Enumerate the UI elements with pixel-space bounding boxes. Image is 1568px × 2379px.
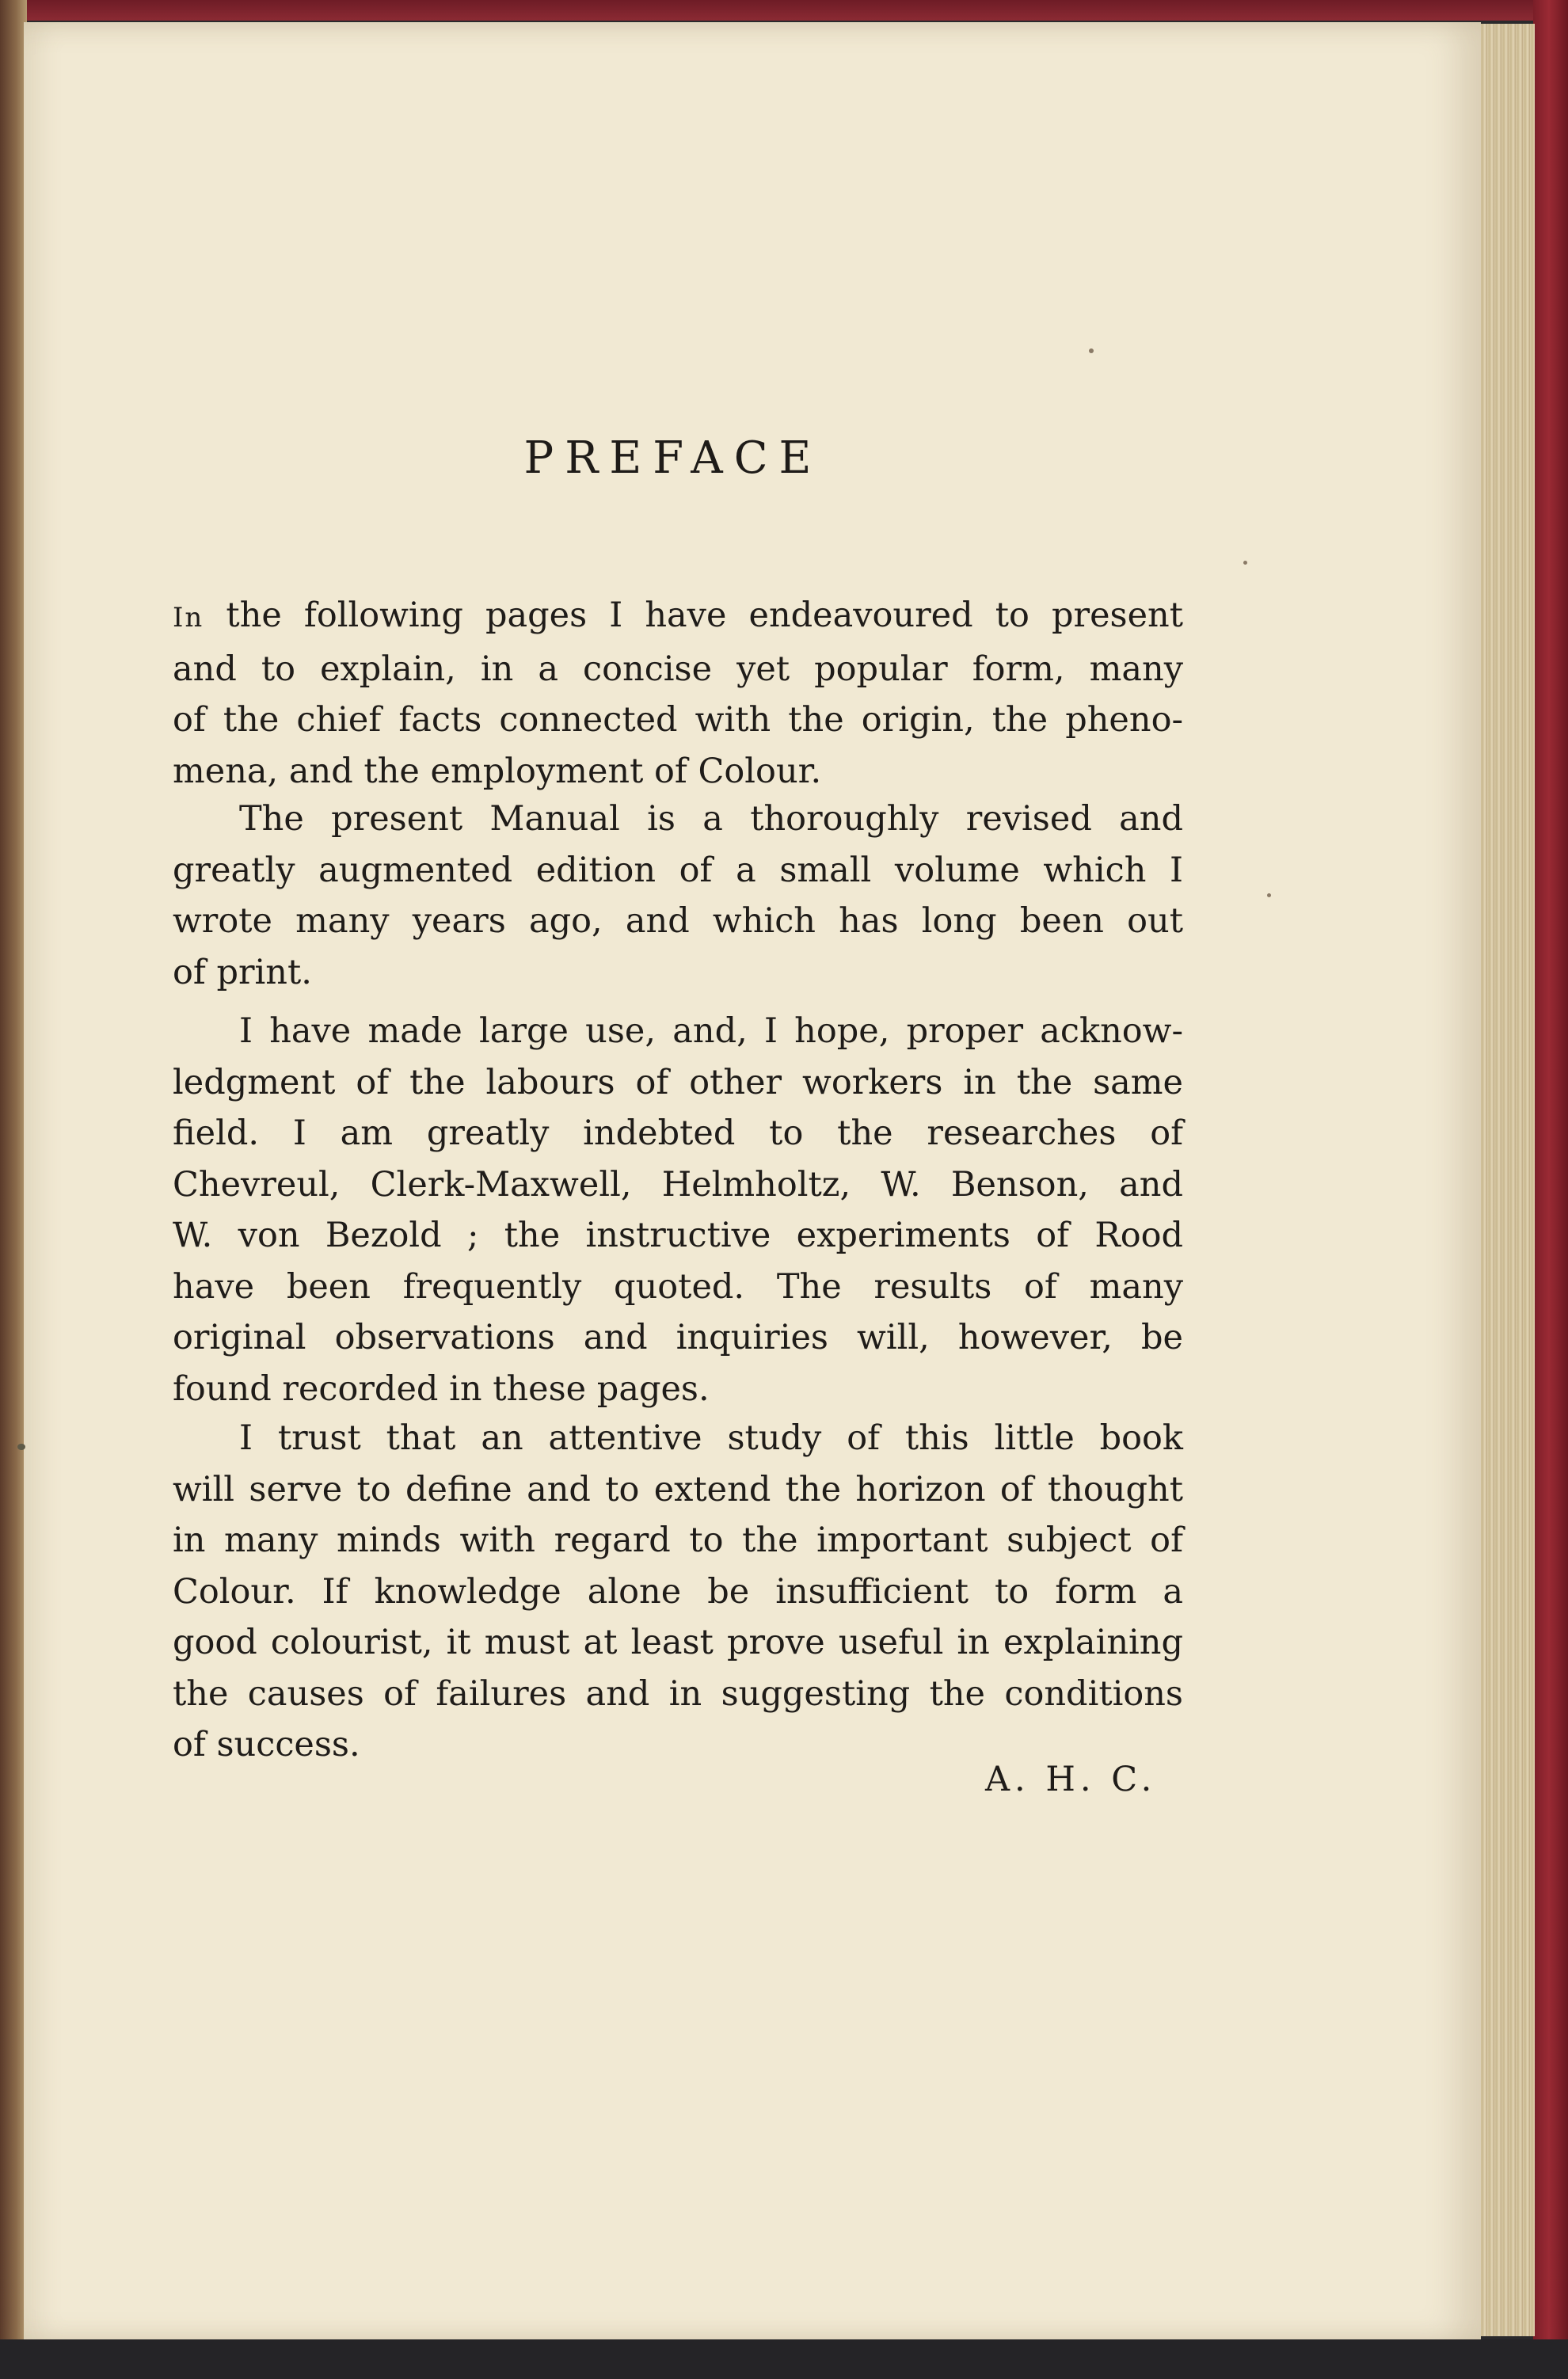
text-line: The present Manual is a thoroughly revised and <box>239 799 1183 839</box>
paragraph-4 <box>173 1413 1183 1771</box>
text-line: Chevreul, Clerk-Maxwell, Helmholtz, W. Benson, and <box>173 1164 1183 1205</box>
text-line: and to explain, in a concise yet popular form, many <box>173 649 1183 689</box>
book-gutter <box>0 0 27 2379</box>
text-line: will serve to define and to extend the horizon of thought <box>173 1469 1183 1509</box>
text-line: Colour. If knowledge alone be insufficient to form a <box>173 1571 1183 1612</box>
text-line: I have made large use, and, I hope, proper acknow- <box>239 1011 1183 1051</box>
text-line: W. von Bezold ; the instructive experiments of Rood <box>173 1216 1183 1255</box>
page-title: PREFACE <box>523 432 823 484</box>
text-line: found recorded in these pages. <box>173 1368 710 1409</box>
text-line: greatly augmented edition of a small volume which I <box>173 850 1183 890</box>
paper-speck <box>1267 893 1271 897</box>
text-line: of print. <box>173 952 312 992</box>
text-line: wrote many years ago, and which has long been out <box>173 901 1183 941</box>
author-initials: A. H. C. <box>985 1760 1157 1799</box>
text-line: original observations and inquiries will, however, be <box>173 1318 1183 1357</box>
text-line: of the chief facts connected with the origin, the pheno- <box>173 700 1183 740</box>
paper-speck <box>1089 348 1094 353</box>
text-line: mena, and the employment of Colour. <box>173 751 822 791</box>
background-surface <box>0 2339 1568 2379</box>
paper-speck <box>1243 561 1247 565</box>
paragraph-1 <box>173 590 1183 797</box>
text-line: have been frequently quoted. The results of many <box>173 1266 1183 1307</box>
paper-speck <box>17 1444 25 1450</box>
drop-lead-word: In <box>173 602 204 634</box>
text-line: In the following pages I have endeavoured to present <box>173 596 1184 635</box>
book-cover-top <box>0 0 1568 21</box>
text-line: I trust that an attentive study of this little book <box>239 1418 1183 1458</box>
book-cover-right <box>1533 0 1568 2379</box>
paragraph-3 <box>173 1006 1183 1414</box>
text-line: the causes of failures and in suggesting the conditions <box>173 1673 1183 1714</box>
text-line: of success. <box>173 1725 360 1764</box>
text-line: ledgment of the labours of other workers in the same <box>173 1062 1183 1102</box>
page-edges <box>1473 24 1535 2336</box>
text-line: in many minds with regard to the important subject of <box>173 1521 1183 1560</box>
text-line: good colourist, it must at least prove useful in explaining <box>173 1623 1183 1662</box>
text-line: field. I am greatly indebted to the researches of <box>173 1113 1183 1153</box>
paragraph-2 <box>173 794 1183 998</box>
